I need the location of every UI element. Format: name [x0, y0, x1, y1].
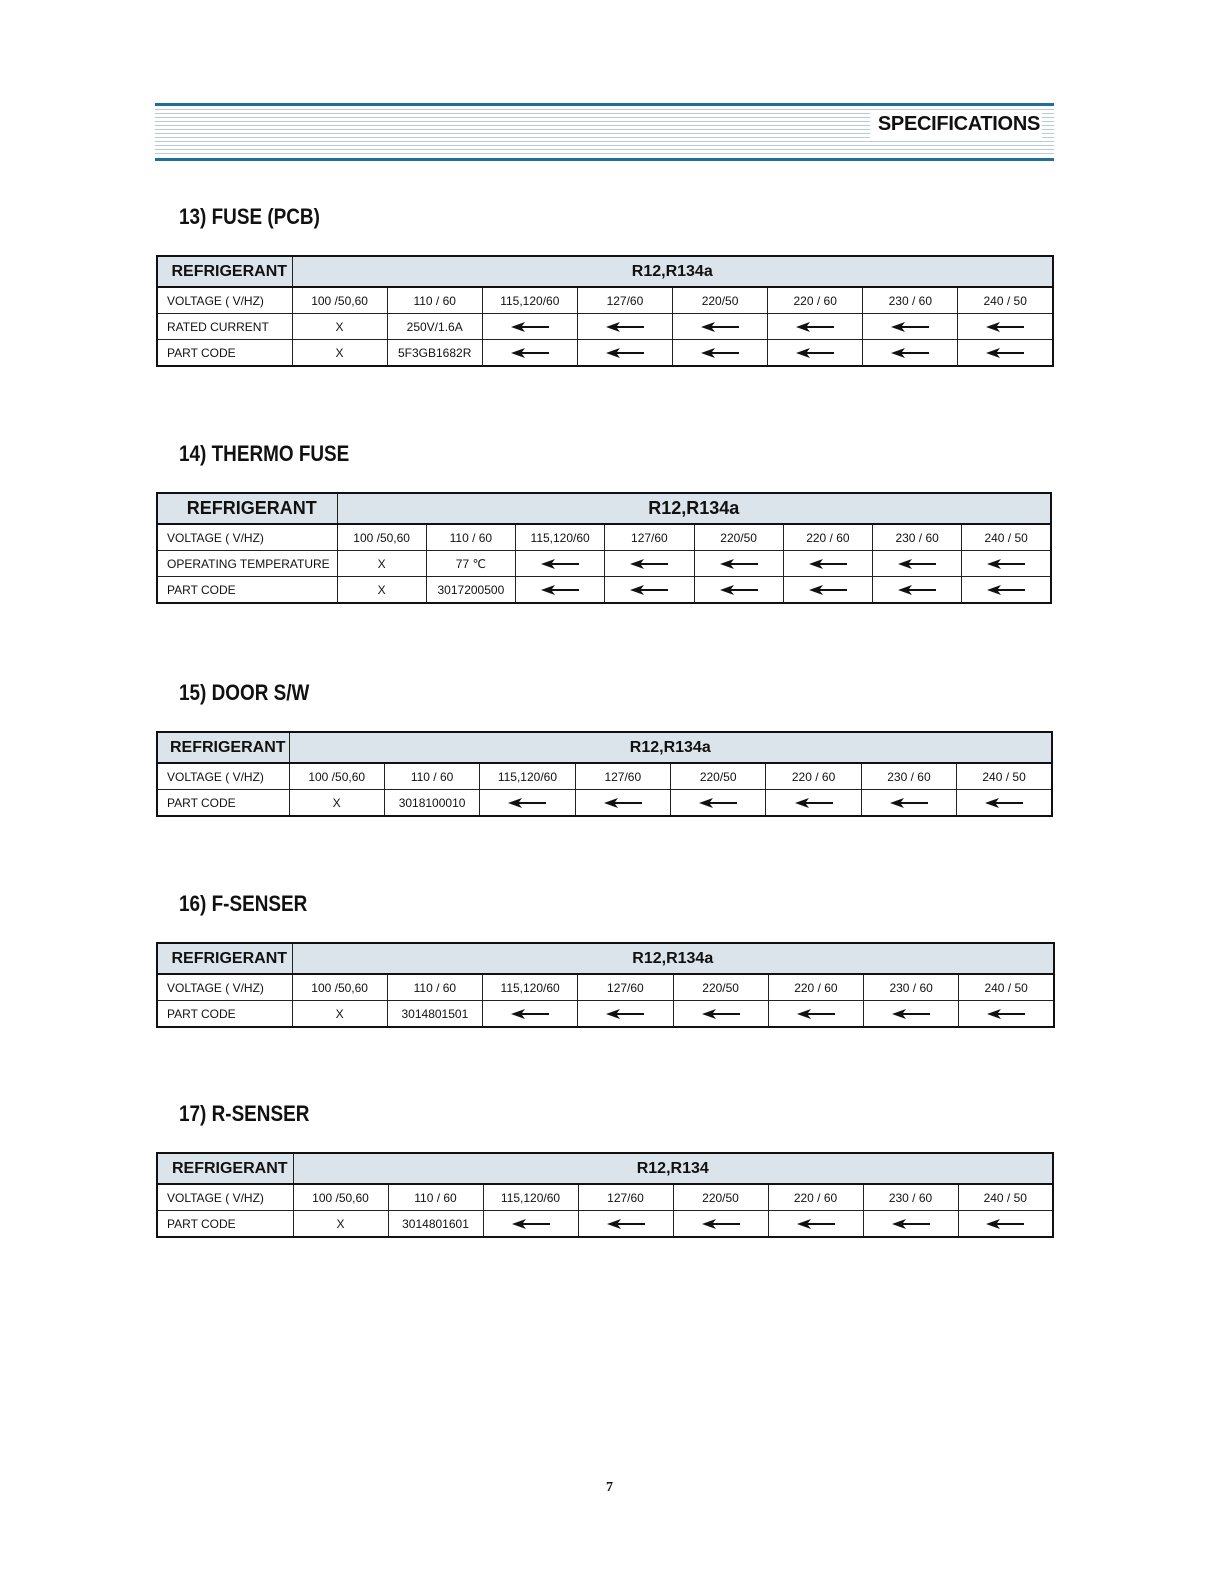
row-value-col2: 3014801601	[388, 1211, 483, 1238]
same-as-left-arrow-icon	[720, 584, 758, 596]
same-as-left-arrow-icon	[606, 1008, 644, 1020]
same-as-left-cell	[694, 577, 783, 604]
same-as-left-arrow-icon	[512, 1218, 550, 1230]
voltage-cell: 110 / 60	[387, 974, 482, 1001]
voltage-label: VOLTAGE ( V/HZ)	[157, 974, 292, 1001]
voltage-cell: 115,120/60	[482, 287, 577, 314]
refrigerant-value: R12,R134a	[292, 943, 1054, 974]
voltage-cell: 240 / 50	[957, 763, 1052, 790]
same-as-left-arrow-icon	[986, 321, 1024, 333]
table-row	[157, 577, 1051, 604]
same-as-left-arrow-icon	[795, 797, 833, 809]
refrigerant-value: R12,R134a	[337, 493, 1051, 524]
same-as-left-cell	[766, 790, 861, 817]
refrigerant-label: REFRIGERANT	[157, 1153, 293, 1184]
same-as-left-cell	[480, 790, 575, 817]
voltage-row	[157, 763, 1052, 790]
same-as-left-cell	[962, 577, 1051, 604]
same-as-left-cell	[783, 577, 872, 604]
same-as-left-arrow-icon	[890, 797, 928, 809]
row-value-col2: 77 ℃	[426, 551, 515, 577]
same-as-left-cell	[482, 314, 577, 340]
same-as-left-arrow-icon	[541, 584, 579, 596]
same-as-left-cell	[962, 551, 1051, 577]
same-as-left-arrow-icon	[508, 797, 546, 809]
voltage-label: VOLTAGE ( V/HZ)	[157, 1184, 293, 1211]
row-value-col2: 3018100010	[384, 790, 479, 817]
same-as-left-cell	[864, 1001, 959, 1028]
same-as-left-arrow-icon	[987, 1008, 1025, 1020]
row-label: PART CODE	[157, 577, 337, 604]
same-as-left-arrow-icon	[720, 558, 758, 570]
same-as-left-arrow-icon	[986, 1218, 1024, 1230]
spec-table-door-sw	[156, 731, 1053, 817]
same-as-left-cell	[605, 551, 694, 577]
refrigerant-row	[157, 493, 1051, 524]
same-as-left-cell	[873, 577, 962, 604]
same-as-left-arrow-icon	[511, 321, 549, 333]
refrigerant-label: REFRIGERANT	[157, 732, 289, 763]
same-as-left-cell	[577, 314, 672, 340]
row-label: PART CODE	[157, 790, 289, 817]
row-value-col1: X	[337, 577, 426, 604]
voltage-cell: 110 / 60	[388, 1184, 483, 1211]
same-as-left-cell	[673, 1001, 768, 1028]
same-as-left-cell	[863, 340, 958, 367]
same-as-left-cell	[694, 551, 783, 577]
same-as-left-arrow-icon	[986, 347, 1024, 359]
voltage-cell: 115,120/60	[480, 763, 575, 790]
spec-table-thermo-fuse	[156, 492, 1052, 604]
table-row	[157, 314, 1053, 340]
same-as-left-cell	[483, 1211, 578, 1238]
section-title-thermo-fuse: 14) THERMO FUSE	[179, 441, 350, 466]
voltage-cell: 230 / 60	[863, 1184, 958, 1211]
same-as-left-arrow-icon	[796, 347, 834, 359]
voltage-cell: 127/60	[578, 1184, 673, 1211]
voltage-cell: 115,120/60	[516, 524, 605, 551]
voltage-cell: 100 /50,60	[293, 1184, 388, 1211]
row-value-col2: 3014801501	[387, 1001, 482, 1028]
voltage-cell: 100 /50,60	[292, 974, 387, 1001]
table-row	[157, 551, 1051, 577]
table-row	[157, 1001, 1054, 1028]
same-as-left-arrow-icon	[796, 321, 834, 333]
voltage-cell: 110 / 60	[387, 287, 482, 314]
spec-table-r-senser	[156, 1152, 1054, 1238]
row-value-col2: 3017200500	[426, 577, 515, 604]
same-as-left-cell	[957, 790, 1052, 817]
same-as-left-arrow-icon	[987, 558, 1025, 570]
voltage-cell: 100 /50,60	[289, 763, 384, 790]
voltage-cell: 110 / 60	[384, 763, 479, 790]
same-as-left-cell	[768, 340, 863, 367]
table-row	[157, 340, 1053, 367]
voltage-cell: 220 / 60	[768, 974, 863, 1001]
voltage-label: VOLTAGE ( V/HZ)	[157, 763, 289, 790]
row-label: PART CODE	[157, 1001, 292, 1028]
voltage-row	[157, 287, 1053, 314]
spec-table-fuse-pcb	[156, 255, 1054, 367]
same-as-left-arrow-icon	[797, 1218, 835, 1230]
table-row	[157, 1211, 1053, 1238]
same-as-left-cell	[958, 1211, 1053, 1238]
refrigerant-value: R12,R134a	[289, 732, 1052, 763]
row-value-col1: X	[289, 790, 384, 817]
voltage-cell: 230 / 60	[861, 763, 956, 790]
refrigerant-row	[157, 943, 1054, 974]
same-as-left-arrow-icon	[604, 797, 642, 809]
voltage-cell: 100 /50,60	[292, 287, 387, 314]
table-row	[157, 790, 1052, 817]
voltage-cell: 230 / 60	[863, 287, 958, 314]
same-as-left-cell	[673, 1211, 768, 1238]
row-value-col1: X	[337, 551, 426, 577]
page-number: 7	[606, 1480, 613, 1495]
same-as-left-arrow-icon	[541, 558, 579, 570]
same-as-left-cell	[605, 577, 694, 604]
voltage-label: VOLTAGE ( V/HZ)	[157, 287, 292, 314]
page-header	[155, 103, 1054, 161]
row-label: OPERATING TEMPERATURE	[157, 551, 337, 577]
refrigerant-row	[157, 732, 1052, 763]
voltage-cell: 127/60	[605, 524, 694, 551]
voltage-cell: 220 / 60	[768, 287, 863, 314]
same-as-left-arrow-icon	[898, 584, 936, 596]
same-as-left-cell	[483, 1001, 578, 1028]
voltage-cell: 240 / 50	[959, 974, 1054, 1001]
row-value-col2: 5F3GB1682R	[387, 340, 482, 367]
row-label: PART CODE	[157, 1211, 293, 1238]
voltage-cell: 115,120/60	[483, 974, 578, 1001]
same-as-left-arrow-icon	[701, 347, 739, 359]
section-title-r-senser: 17) R-SENSER	[179, 1101, 310, 1126]
same-as-left-cell	[673, 340, 768, 367]
same-as-left-cell	[861, 790, 956, 817]
spec-table-f-senser	[156, 942, 1055, 1028]
same-as-left-arrow-icon	[891, 321, 929, 333]
voltage-cell: 100 /50,60	[337, 524, 426, 551]
voltage-row	[157, 1184, 1053, 1211]
voltage-cell: 230 / 60	[873, 524, 962, 551]
refrigerant-row	[157, 256, 1053, 287]
row-value-col1: X	[292, 340, 387, 367]
same-as-left-cell	[958, 314, 1053, 340]
same-as-left-cell	[516, 577, 605, 604]
same-as-left-arrow-icon	[891, 347, 929, 359]
same-as-left-arrow-icon	[702, 1218, 740, 1230]
same-as-left-arrow-icon	[797, 1008, 835, 1020]
same-as-left-cell	[863, 1211, 958, 1238]
same-as-left-cell	[575, 790, 670, 817]
same-as-left-cell	[577, 340, 672, 367]
same-as-left-cell	[578, 1001, 673, 1028]
row-label: PART CODE	[157, 340, 292, 367]
voltage-cell: 220 / 60	[766, 763, 861, 790]
same-as-left-cell	[516, 551, 605, 577]
header-title: SPECIFICATIONS	[870, 111, 1042, 138]
row-value-col1: X	[293, 1211, 388, 1238]
section-title-fuse-pcb: 13) FUSE (PCB)	[179, 204, 320, 229]
voltage-cell: 127/60	[577, 287, 672, 314]
same-as-left-arrow-icon	[892, 1218, 930, 1230]
same-as-left-cell	[482, 340, 577, 367]
voltage-cell: 110 / 60	[426, 524, 515, 551]
voltage-row	[157, 974, 1054, 1001]
voltage-label: VOLTAGE ( V/HZ)	[157, 524, 337, 551]
same-as-left-arrow-icon	[985, 797, 1023, 809]
voltage-cell: 127/60	[575, 763, 670, 790]
same-as-left-arrow-icon	[809, 584, 847, 596]
same-as-left-arrow-icon	[511, 347, 549, 359]
voltage-cell: 220/50	[673, 287, 768, 314]
same-as-left-arrow-icon	[607, 1218, 645, 1230]
same-as-left-cell	[768, 314, 863, 340]
refrigerant-label: REFRIGERANT	[157, 943, 292, 974]
refrigerant-label: REFRIGERANT	[157, 256, 292, 287]
voltage-cell: 220 / 60	[768, 1184, 863, 1211]
same-as-left-cell	[959, 1001, 1054, 1028]
header-top-rule	[155, 103, 1054, 106]
same-as-left-arrow-icon	[630, 558, 668, 570]
same-as-left-cell	[671, 790, 766, 817]
same-as-left-cell	[873, 551, 962, 577]
same-as-left-arrow-icon	[898, 558, 936, 570]
voltage-cell: 240 / 50	[958, 287, 1053, 314]
section-title-f-senser: 16) F-SENSER	[179, 891, 308, 916]
same-as-left-cell	[958, 340, 1053, 367]
voltage-cell: 115,120/60	[483, 1184, 578, 1211]
same-as-left-arrow-icon	[630, 584, 668, 596]
voltage-cell: 240 / 50	[962, 524, 1051, 551]
same-as-left-arrow-icon	[606, 321, 644, 333]
same-as-left-arrow-icon	[987, 584, 1025, 596]
voltage-cell: 127/60	[578, 974, 673, 1001]
voltage-cell: 240 / 50	[958, 1184, 1053, 1211]
same-as-left-cell	[768, 1001, 863, 1028]
refrigerant-row	[157, 1153, 1053, 1184]
voltage-cell: 220/50	[673, 1184, 768, 1211]
section-title-door-sw: 15) DOOR S/W	[179, 680, 310, 705]
same-as-left-arrow-icon	[699, 797, 737, 809]
same-as-left-cell	[578, 1211, 673, 1238]
same-as-left-arrow-icon	[701, 321, 739, 333]
same-as-left-cell	[673, 314, 768, 340]
voltage-cell: 230 / 60	[864, 974, 959, 1001]
row-label: RATED CURRENT	[157, 314, 292, 340]
refrigerant-value: R12,R134a	[292, 256, 1053, 287]
voltage-cell: 220/50	[694, 524, 783, 551]
voltage-row	[157, 524, 1051, 551]
voltage-cell: 220 / 60	[783, 524, 872, 551]
same-as-left-cell	[768, 1211, 863, 1238]
refrigerant-label: REFRIGERANT	[157, 493, 337, 524]
voltage-cell: 220/50	[673, 974, 768, 1001]
row-value-col1: X	[292, 1001, 387, 1028]
row-value-col1: X	[292, 314, 387, 340]
refrigerant-value: R12,R134	[293, 1153, 1053, 1184]
same-as-left-arrow-icon	[606, 347, 644, 359]
same-as-left-arrow-icon	[809, 558, 847, 570]
same-as-left-cell	[863, 314, 958, 340]
same-as-left-arrow-icon	[892, 1008, 930, 1020]
same-as-left-arrow-icon	[702, 1008, 740, 1020]
same-as-left-cell	[783, 551, 872, 577]
header-bottom-rule	[155, 158, 1054, 161]
same-as-left-arrow-icon	[511, 1008, 549, 1020]
row-value-col2: 250V/1.6A	[387, 314, 482, 340]
voltage-cell: 220/50	[671, 763, 766, 790]
